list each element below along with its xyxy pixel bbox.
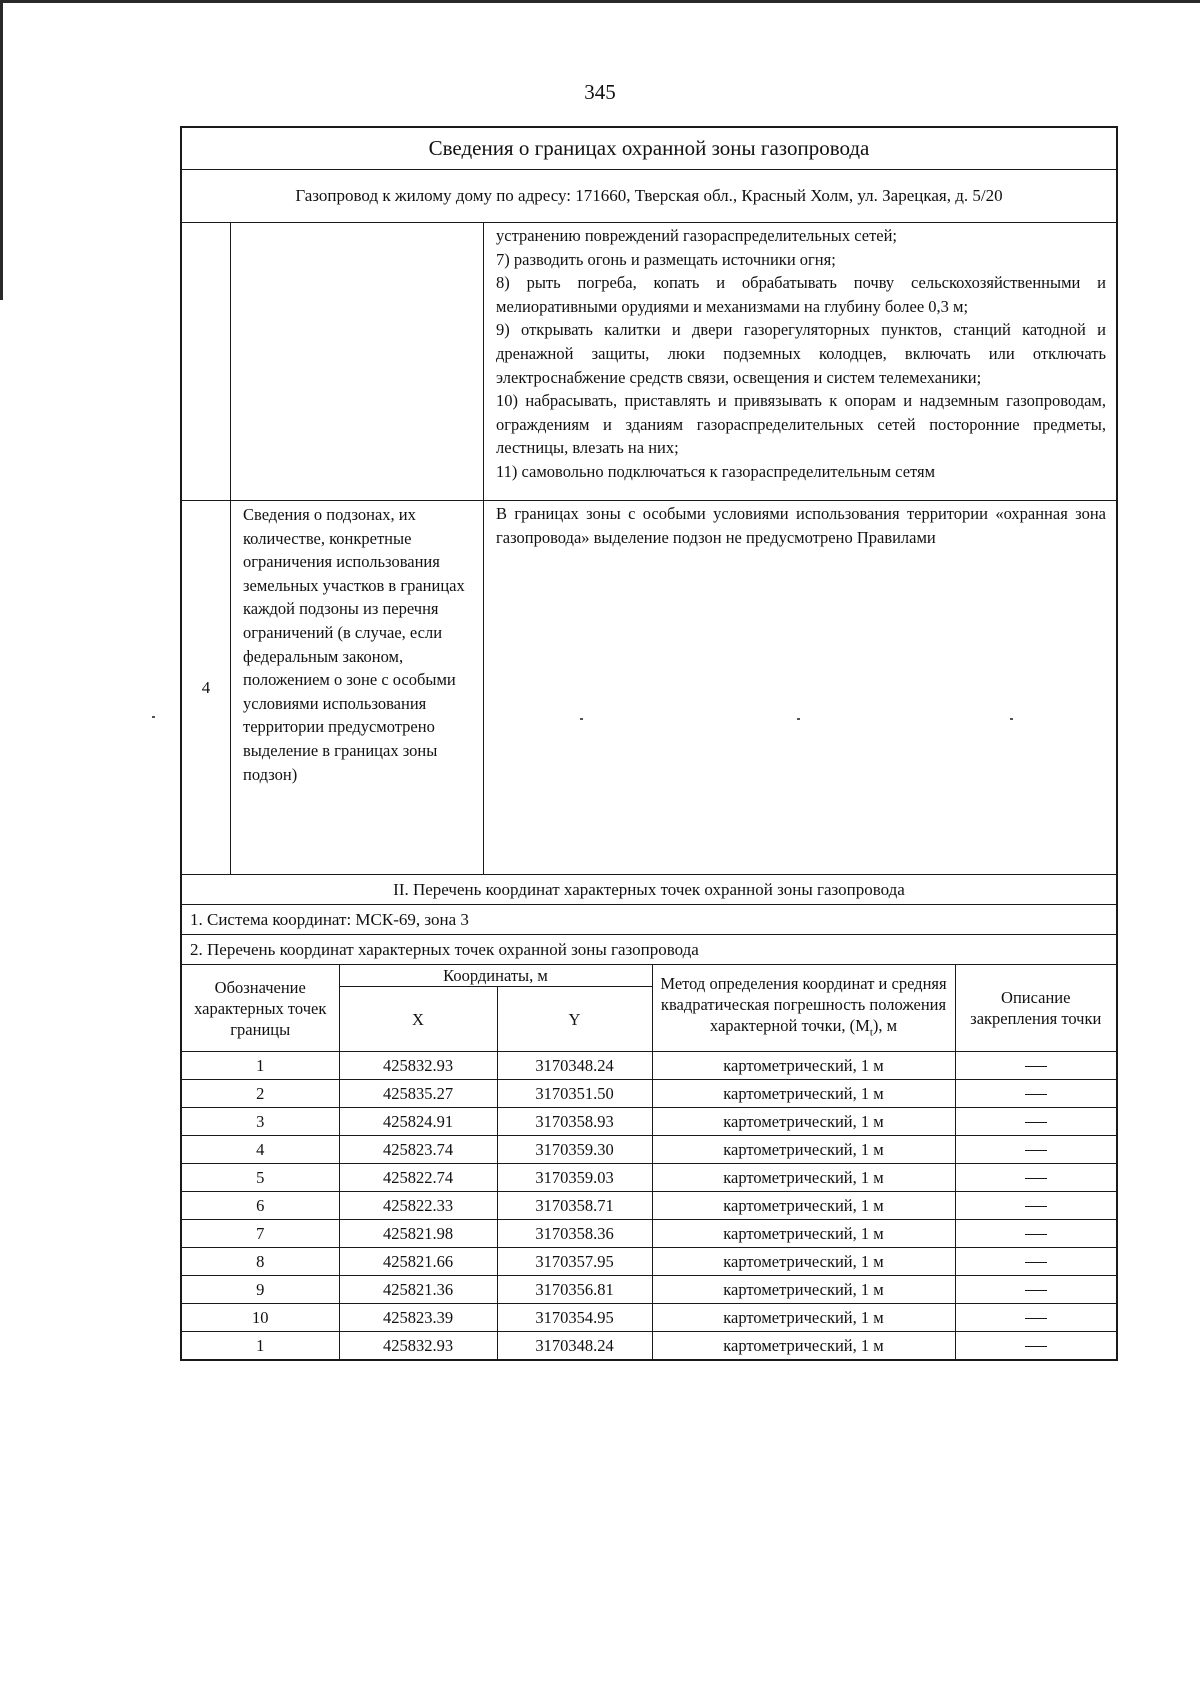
restriction-line: устранению повреждений газораспределительных сетей; [496,226,898,245]
table-row [182,1332,1116,1360]
y-cell: 3170359.03 [497,1164,652,1192]
scan-speck [580,718,583,720]
fixing-cell [955,1192,1116,1220]
coords-list-title: 2. Перечень координат характерных точек охранной зоны газопровода [190,940,699,959]
restriction-line: 11) самовольно подключаться к газораспределительным сетям [496,461,936,481]
x-cell: 425822.33 [339,1192,497,1220]
row-label-cell [231,223,484,500]
y-cell: 3170351.50 [497,1080,652,1108]
y-cell: 3170348.24 [497,1052,652,1080]
row-number: 4 [182,501,231,874]
method-cell: картометрический, 1 м [652,1248,955,1276]
point-cell: 5 [182,1164,339,1192]
table-row [182,1164,1116,1192]
subzones-text: В границах зоны с особыми условиями использования территории «охранная зона газопровода» выделение подзон не предусмотрено Правилами [496,504,1106,547]
table-row [182,1192,1116,1220]
restriction-line: 8) рыть погреба, копать и обрабатывать почву сельскохозяйственными и мелиоративными орудиями и механизмами на глубину более 0,3 м; [496,273,1106,316]
fixing-cell [955,1304,1116,1332]
point-cell: 1 [182,1052,339,1080]
table-row [182,1108,1116,1136]
method-cell: картометрический, 1 м [652,1164,955,1192]
method-cell: картометрический, 1 м [652,1108,955,1136]
scan-speck [1010,718,1013,720]
fixing-cell [955,1052,1116,1080]
point-cell: 4 [182,1136,339,1164]
scan-speck [797,718,800,720]
header-fixing: Описание закрепления точки [955,965,1116,1052]
scan-speck [152,716,155,718]
method-cell: картометрический, 1 м [652,1332,955,1360]
table-row [182,1136,1116,1164]
subzones-row [182,501,1116,875]
coords-table [182,964,1116,1359]
restrictions-text [484,223,1116,500]
x-cell: 425821.98 [339,1220,497,1248]
table-row [182,1052,1116,1080]
dash-mark [1025,1066,1047,1067]
page-number: 345 [584,80,616,104]
table-row [182,1220,1116,1248]
dash-mark [1025,1206,1047,1207]
restriction-line: 7) разводить огонь и размещать источники огня; [496,249,836,269]
dash-mark [1025,1262,1047,1263]
x-cell: 425823.39 [339,1304,497,1332]
subzones-label: Сведения о подзонах, их количестве, конкретные ограничения использования земельных участков в границах каждой подзоны из перечня ограничений (в случае, если федеральным законом, положением о зоне с особыми условиями использования территории предусмотрено выделение в границах зоны подзон) [231,501,484,874]
method-cell: картометрический, 1 м [652,1220,955,1248]
y-cell: 3170358.36 [497,1220,652,1248]
method-cell: картометрический, 1 м [652,1192,955,1220]
point-cell: 2 [182,1080,339,1108]
y-cell: 3170358.71 [497,1192,652,1220]
table-row [182,1276,1116,1304]
y-cell: 3170354.95 [497,1304,652,1332]
fixing-cell [955,1080,1116,1108]
x-cell: 425821.66 [339,1248,497,1276]
point-cell: 8 [182,1248,339,1276]
restriction-line: 10) набрасывать, приставлять и привязывать к опорам и надземным газопроводам, ограждениям и зданиям газораспределительных сетей посторонние предметы, лестницы, влезать на них; [496,391,1106,458]
x-cell: 425823.74 [339,1136,497,1164]
dash-mark [1025,1122,1047,1123]
x-cell: 425822.74 [339,1164,497,1192]
table-row [182,1080,1116,1108]
header-x: X [339,987,497,1052]
x-cell: 425824.91 [339,1108,497,1136]
point-cell: 6 [182,1192,339,1220]
y-cell: 3170358.93 [497,1108,652,1136]
dash-mark [1025,1234,1047,1235]
dash-mark [1025,1318,1047,1319]
x-cell: 425835.27 [339,1080,497,1108]
fixing-cell [955,1248,1116,1276]
method-cell: картометрический, 1 м [652,1276,955,1304]
point-cell: 9 [182,1276,339,1304]
header-method: Метод определения координат и средняя квадратическая погрешность положения характерной точки, $(M_t)$, м [652,965,955,1052]
method-cell: картометрический, 1 м [652,1052,955,1080]
x-cell: 425832.93 [339,1332,497,1360]
fixing-cell [955,1332,1116,1360]
scan-edge-top [0,0,1200,3]
object-address: Газопровод к жилому дому по адресу: 171660, Тверская обл., Красный Холм, ул. Зарецкая, д. 5/20 [182,170,1116,223]
x-cell: 425832.93 [339,1052,497,1080]
scan-edge-left [0,0,3,300]
point-cell: 1 [182,1332,339,1360]
fixing-cell [955,1108,1116,1136]
header-point: Обозначение характерных точек границы [182,965,339,1052]
section-ii-heading: II. Перечень координат характерных точек охранной зоны газопровода [182,875,1116,905]
document-title: Сведения о границах охранной зоны газопровода [182,128,1116,170]
coordinate-system: 1. Система координат: МСК-69, зона 3 [182,905,1116,935]
dash-mark [1025,1094,1047,1095]
point-cell: 3 [182,1108,339,1136]
method-cell: картометрический, 1 м [652,1080,955,1108]
dash-mark [1025,1290,1047,1291]
zone-document [180,126,1118,1361]
point-cell: 7 [182,1220,339,1248]
fixing-cell [955,1164,1116,1192]
method-cell: картометрический, 1 м [652,1304,955,1332]
dash-mark [1025,1150,1047,1151]
y-cell: 3170356.81 [497,1276,652,1304]
y-cell: 3170348.24 [497,1332,652,1360]
header-coordinates: Координаты, м [339,965,652,987]
dash-mark [1025,1178,1047,1179]
fixing-cell [955,1220,1116,1248]
x-cell: 425821.36 [339,1276,497,1304]
dash-mark [1025,1346,1047,1347]
restrictions-row [182,223,1116,501]
header-y: Y [497,987,652,1052]
table-row [182,1304,1116,1332]
table-row [182,1248,1116,1276]
restriction-line: 9) открывать калитки и двери газорегуляторных пунктов, станций катодной и дренажной защиты, люки подземных колодцев, включать или отключать электроснабжение средств связи, освещения и систем телемеханики; [496,320,1106,387]
y-cell: 3170357.95 [497,1248,652,1276]
y-cell: 3170359.30 [497,1136,652,1164]
fixing-cell [955,1136,1116,1164]
fixing-cell [955,1276,1116,1304]
method-cell: картометрический, 1 м [652,1136,955,1164]
row-number-cell [182,223,231,500]
point-cell: 10 [182,1304,339,1332]
